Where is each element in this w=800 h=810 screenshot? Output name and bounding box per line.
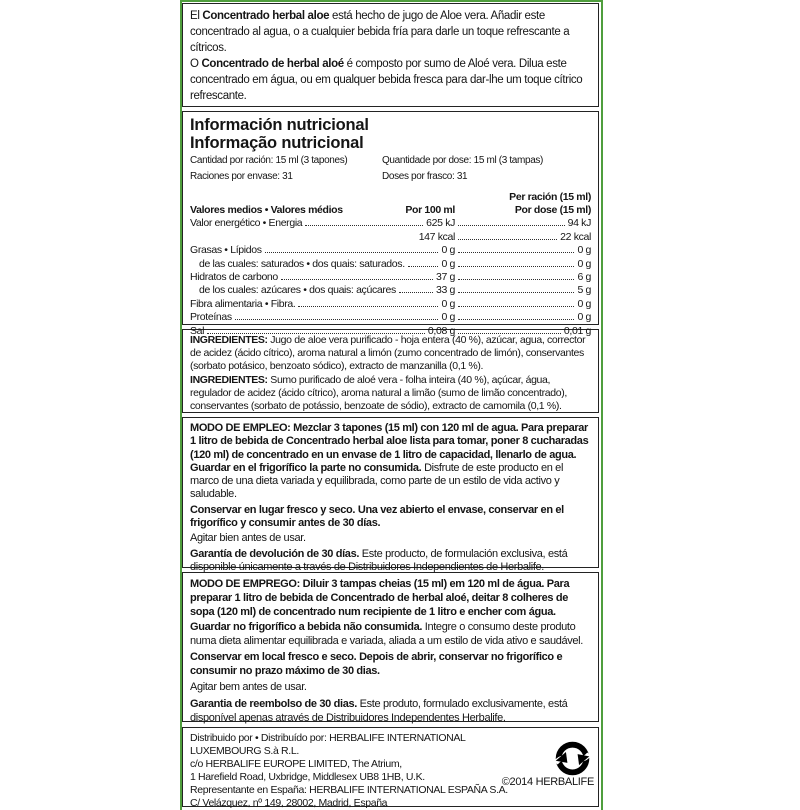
value-per-dose: 0 g [577, 244, 591, 257]
nutrition-section [182, 111, 599, 337]
nutrient-label: Grasas • Lípidos [190, 244, 262, 257]
usage-es-directions [190, 422, 591, 502]
nutrition-rows [190, 217, 591, 338]
usage-es-guarantee-text: Este producto, de formulación exclusiva, está disponible únicamente a través de Distribuidores Independientes de Herbalife. [190, 547, 568, 573]
intro-pt-pre: O [190, 58, 202, 70]
nutrition-row [190, 311, 591, 324]
nutrition-title-pt: Informação nutricional [190, 134, 364, 152]
intro-pt-text: é composto por sumo de Aloé vera. Dilua este concentrado em água, ou em qualquer bebida fresca para dar-lhe um toque cítrico refrescante. [190, 58, 583, 102]
distributor-line: c/o HERBALIFE EUROPE LIMITED, The Atrium, [190, 758, 402, 770]
usage-section-pt [182, 572, 599, 722]
product-name-es: Concentrado herbal aloe [202, 10, 330, 22]
ingredients-label-pt: INGREDIENTES: [190, 373, 268, 386]
dot-leader [265, 252, 439, 253]
ingredients-es [190, 334, 591, 374]
value-per-dose: 0 g [577, 311, 591, 324]
nutrition-row [190, 298, 591, 311]
dot-leader [235, 319, 439, 320]
intro-section [182, 3, 599, 107]
usage-es-shake: Agitar bien antes de usar. [190, 532, 306, 545]
nutrition-row [190, 231, 591, 244]
distributor-line: Representante en España: HERBALIFE INTERNATIONAL ESPAÑA S.A. [190, 784, 508, 796]
value-per-100ml: 0 g [441, 311, 455, 324]
nutrient-label: Hidratos de carbono [190, 271, 278, 284]
dot-leader [408, 266, 439, 267]
value-per-dose: 0,01 g [563, 324, 591, 337]
value-per-dose: 6 g [577, 271, 591, 284]
copyright-text: ©2014 HERBALIFE [501, 776, 594, 788]
intro-paragraph-pt [190, 56, 591, 104]
dot-leader [458, 239, 557, 240]
dot-leader [458, 279, 574, 280]
dot-leader [458, 266, 574, 267]
serving-size-row [190, 154, 591, 168]
serving-size-es: Cantidad por ración: 15 ml (3 tapones) [190, 155, 348, 166]
nutrient-label: Fibra alimentaria • Fibra. [190, 297, 296, 310]
ingredients-section [182, 329, 599, 413]
serving-size-pt: Quantidade por dose: 15 ml (3 tampas) [382, 155, 544, 166]
per-racion-header: Per ración (15 ml) [509, 191, 591, 203]
servings-per-container-row [190, 170, 591, 184]
dot-leader [281, 279, 433, 280]
distributor-address [190, 732, 520, 810]
col-header-values: Valores medios • Valores médios [190, 204, 343, 216]
distribution-section [182, 727, 599, 807]
green-dot-recycling-icon [555, 741, 590, 780]
distributor-line: 1 Harefield Road, Uxbridge, Middlesex UB8 1HB, U.K. [190, 771, 425, 783]
servings-per-container-es: Raciones por envase: 31 [190, 171, 293, 182]
value-per-100ml: 0 g [441, 244, 455, 257]
servings-per-container-pt: Doses por frasco: 31 [382, 171, 468, 182]
nutrient-label: Valor energético • Energia [190, 217, 303, 230]
usage-es-guarantee [190, 548, 591, 575]
usage-es-storage [190, 504, 591, 531]
nutrient-label: Sal [190, 324, 205, 337]
usage-pt-guarantee-bold: Garantia de reembolso de 30 dias. [190, 697, 357, 710]
dot-leader [458, 306, 574, 307]
ingredients-text-es: Jugo de aloe vera purificado - hoja entera (40 %), azúcar, agua, corrector de acidez (ácido cítrico), aroma natural a limón (zumo concentrado de limón), conservantes (sorbato potásico, benzoato sódico), extracto de manzanilla (0,1 %). [190, 334, 586, 373]
value-per-dose: 94 kJ [567, 217, 591, 230]
ingredients-text-pt: Sumo purificado de aloé vera - folha inteira (40 %), açúcar, água, regulador de acidez (ácido cítrico), aroma natural a limão (sumo de limão concentrado), conservantes (sorbato de potássio, benzoate de sódio), extracto de camomila (0,1 %). [190, 373, 567, 413]
ingredients-pt [190, 374, 591, 414]
intro-paragraph-es [190, 8, 591, 56]
usage-pt-storage [190, 650, 591, 678]
usage-pt-guarantee-text: Este produto, formulado exclusivamente, está disponível apenas através de Distribuidores Independentes Herbalife. [190, 697, 568, 724]
intro-es-text: está hecho de jugo de Aloe vera. Añadir este concentrado al agua, o a cualquier bebida fría para darle un toque refrescante a cítricos. [190, 10, 570, 54]
nutrition-row [190, 217, 591, 230]
value-per-100ml: 0 g [441, 297, 455, 310]
value-per-100ml: 147 kcal [418, 230, 455, 243]
value-per-dose: 0 g [577, 297, 591, 310]
dot-leader [399, 292, 433, 293]
nutrition-row [190, 244, 591, 257]
nutrition-row [190, 284, 591, 297]
col-header-dose: Por dose (15 ml) [514, 204, 591, 216]
nutrition-table-header [190, 204, 591, 217]
ingredients-label-es: INGREDIENTES: [190, 334, 268, 346]
nutrient-label: de los cuales: azúcares • dos quais: açúcares [199, 284, 396, 297]
usage-pt-guarantee [190, 697, 591, 725]
value-per-100ml: 625 kJ [426, 217, 455, 230]
nutrient-label: de las cuales: saturados • dos quais: saturados. [199, 257, 405, 270]
product-label [180, 0, 603, 810]
usage-es-directions-text: Disfrute de este producto en el marco de una dieta variada y equilibrada, como parte de un estilo de vida activo y saludable. [190, 461, 564, 501]
usage-es-storage-bold: Conservar en lugar fresco y seco. Una vez abierto el envase, conservar en el frigorífico y consumir antes de 30 días. [190, 503, 564, 530]
distributor-line: Distribuido por • Distribuído por: HERBALIFE INTERNATIONAL LUXEMBOURG S.à R.L. [190, 732, 466, 757]
dot-leader [298, 306, 438, 307]
usage-pt-directions [190, 577, 591, 648]
nutrient-label: Proteínas [190, 311, 232, 324]
nutrition-row [190, 258, 591, 271]
dot-leader [458, 225, 565, 226]
value-per-100ml: 37 g [435, 271, 455, 284]
dot-leader [458, 319, 574, 320]
col-header-per100: Por 100 ml [405, 204, 455, 216]
nutrition-title-es: Información nutricional [190, 116, 369, 134]
usage-pt-shake: Agitar bem antes de usar. [190, 681, 307, 694]
value-per-dose: 5 g [577, 284, 591, 297]
distributor-line: C/ Velázquez, nº 149, 28002, Madrid, España [190, 797, 388, 809]
value-per-dose: 0 g [577, 257, 591, 270]
usage-pt-directions-bold: MODO DE EMPREGO: Diluir 3 tampas cheias (15 ml) em 120 ml de água. Para preparar 1 litro de bebida de Concentrado de herbal aloé, deitar 8 colheres de sopa (120 ml) de concentrado num recipiente de 1 litro e encher com água. Guardar no frigorífico a bebida não consumida. [190, 578, 570, 633]
usage-es-guarantee-bold: Garantía de devolución de 30 días. [190, 547, 360, 560]
dot-leader [458, 292, 574, 293]
intro-es-pre: El [190, 10, 203, 22]
usage-es-directions-bold: MODO DE EMPLEO: Mezclar 3 tapones (15 ml) con 120 ml de agua. Para preparar 1 litro de bebida de Concentrado herbal aloe lista para tomar, poner 8 cucharadas (120 ml) de concentrado en un envase de 1 litro de capacidad, llenarlo de agua. Guardar en el frigorífico la parte no consumida. [190, 422, 589, 474]
value-per-dose: 22 kcal [560, 230, 591, 243]
dot-leader [458, 252, 574, 253]
usage-section-es [182, 417, 599, 573]
nutrition-row [190, 271, 591, 284]
value-per-100ml: 33 g [435, 284, 455, 297]
usage-pt-directions-text: Integre o consumo deste produto numa dieta alimentar equilibrada e variada, aliada a um estilo de vida ativo e saudável. [190, 620, 583, 647]
dot-leader [305, 225, 423, 226]
product-name-pt: Concentrado de herbal aloé [201, 58, 344, 70]
value-per-100ml: 0,08 g [427, 324, 455, 337]
value-per-100ml: 0 g [441, 257, 455, 270]
usage-pt-storage-bold: Conservar em local fresco e seco. Depois de abrir, conservar no frigorífico e consumir no prazo máximo de 30 dias. [190, 651, 563, 678]
